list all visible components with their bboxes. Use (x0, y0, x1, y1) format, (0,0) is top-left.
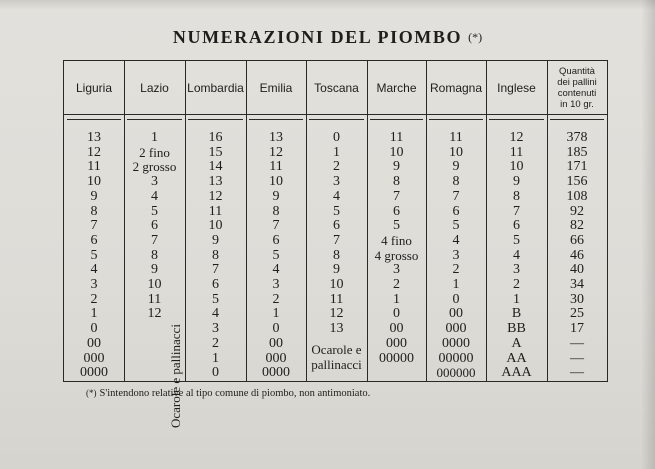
cell-romagna: 0 (452, 291, 460, 307)
cell-emilia: 5 (272, 247, 280, 263)
header-underline (249, 119, 303, 120)
cell-toscana: 4 (333, 188, 340, 204)
header-underline (429, 119, 483, 120)
cell-romagna: 10 (449, 144, 463, 160)
cell-lazio: 7 (151, 232, 158, 248)
footnote-text: S'intendono relative al tipo comune di piombo, non antimoniato. (99, 388, 371, 399)
cell-lombardia: 16 (208, 130, 223, 145)
cell-romagna: 6 (452, 203, 460, 219)
cell-romagna: 00 (449, 306, 463, 322)
header-quantita-line4: in 10 gr. (560, 98, 594, 110)
cell-quantita: 92 (570, 203, 584, 219)
cell-quantita: 17 (570, 321, 584, 337)
header-underline (67, 119, 121, 120)
cell-lombardia: 6 (212, 277, 219, 292)
cell-toscana: 11 (329, 291, 344, 307)
cell-lazio: 4 (151, 188, 158, 204)
cell-inglese: AA (506, 350, 527, 366)
header-underline (309, 119, 364, 120)
cell-liguria: 12 (87, 144, 101, 160)
cell-liguria: 4 (90, 262, 98, 278)
cell-emilia: 9 (272, 188, 280, 204)
header-lazio: Lazio (140, 80, 169, 95)
cell-emilia: 12 (269, 144, 283, 160)
cell-toscana: 9 (333, 262, 340, 278)
cell-lombardia: 11 (208, 203, 223, 219)
cell-marche: 0 (393, 306, 400, 322)
cell-emilia: 2 (272, 291, 280, 307)
cell-lombardia: 2 (212, 335, 219, 351)
cell-romagna: 3 (452, 247, 460, 263)
cell-marche: 3 (393, 262, 400, 278)
cell-lazio: 12 (147, 306, 162, 322)
cell-romagna: 5 (452, 218, 460, 234)
cell-liguria: 7 (90, 218, 98, 234)
header-quantita-line3: contenuti (557, 87, 597, 99)
toscana-note-line2: pallinacci (311, 357, 362, 372)
cell-liguria: 2 (90, 291, 98, 307)
cell-quantita: 40 (570, 262, 584, 278)
cell-inglese: 6 (513, 218, 520, 234)
cell-toscana: 8 (333, 247, 340, 263)
header-underline (127, 119, 182, 120)
cell-toscana: 13 (329, 321, 344, 337)
cell-quantita: 34 (570, 277, 584, 292)
cell-quantita: 378 (566, 130, 588, 145)
cell-quantita: 25 (570, 306, 584, 322)
cell-romagna: 1 (452, 277, 460, 292)
cell-lazio: 11 (147, 291, 162, 307)
cell-romagna: 00000 (438, 350, 474, 366)
cell-lazio: 1 (151, 130, 158, 145)
cell-lazio: 10 (147, 277, 162, 292)
cell-emilia: 11 (269, 159, 283, 175)
cell-romagna: 7 (452, 188, 460, 204)
cell-lazio: 2 grosso (132, 159, 177, 175)
page-shadow-right (641, 0, 655, 469)
cell-emilia: 13 (269, 130, 283, 145)
cell-liguria: 0 (90, 321, 98, 337)
cell-emilia: 7 (272, 218, 280, 234)
header-liguria: Liguria (75, 80, 113, 95)
cell-lombardia: 10 (208, 218, 223, 234)
cell-inglese: 9 (513, 174, 520, 190)
cell-marche: 8 (393, 174, 400, 190)
cell-marche: 00000 (379, 350, 414, 366)
cell-inglese: A (511, 335, 522, 351)
cell-toscana: 10 (329, 277, 344, 292)
cell-liguria: 000 (83, 350, 105, 366)
footnote (86, 388, 370, 399)
cell-lombardia: 7 (212, 262, 219, 278)
cell-lazio: 3 (151, 174, 158, 190)
cell-marche: 5 (393, 218, 400, 234)
cell-marche: 2 (393, 277, 400, 292)
cell-emilia: 8 (272, 203, 280, 219)
cell-liguria: 0000 (80, 365, 108, 381)
cell-liguria: 6 (90, 232, 98, 248)
cell-inglese: 3 (513, 262, 520, 278)
cell-toscana: 6 (333, 218, 340, 234)
cell-lombardia: 12 (208, 188, 223, 204)
cell-emilia: 4 (272, 262, 280, 278)
cell-quantita: 108 (566, 188, 588, 204)
cell-marche: 7 (393, 188, 400, 204)
cell-inglese: 8 (513, 188, 520, 204)
cell-inglese: 1 (513, 291, 520, 307)
cell-quantita: — (570, 350, 584, 366)
cell-liguria: 3 (90, 277, 98, 292)
header-underline (188, 119, 243, 120)
cell-quantita: 46 (570, 247, 584, 263)
cell-emilia: 6 (272, 232, 280, 248)
title-text: NUMERAZIONI DEL PIOMBO (172, 27, 463, 47)
header-romagna: Romagna (429, 80, 483, 95)
cell-romagna: 4 (452, 232, 460, 248)
header-quantita-line2: dei pallini (557, 76, 597, 88)
cell-lombardia: 1 (212, 350, 219, 366)
cell-toscana: 12 (329, 306, 344, 322)
cell-lombardia: 4 (212, 306, 219, 322)
cell-romagna: 000 (445, 321, 467, 337)
cell-lombardia: 5 (212, 291, 219, 307)
header-underline (370, 119, 423, 120)
cell-liguria: 5 (90, 247, 98, 263)
cell-quantita: 66 (570, 232, 584, 248)
cell-lazio: 9 (151, 262, 158, 278)
toscana-note-line1: Ocarole e (311, 342, 362, 357)
cell-quantita: 185 (566, 144, 588, 160)
cell-liguria: 11 (87, 159, 101, 175)
cell-romagna: 9 (452, 159, 460, 175)
cell-liguria: 8 (90, 203, 98, 219)
cell-toscana: 1 (333, 144, 340, 160)
cell-marche: 4 grosso (374, 247, 419, 263)
cell-toscana: 0 (333, 130, 340, 145)
header-divider (64, 114, 607, 115)
cell-emilia: 0 (272, 321, 280, 337)
cell-romagna: 000000 (436, 365, 476, 381)
cell-romagna: 0000 (442, 335, 470, 351)
cell-emilia: 10 (269, 174, 283, 190)
cell-inglese: AAA (501, 365, 532, 381)
cell-inglese: 10 (509, 159, 524, 175)
page-title (0, 27, 655, 48)
cell-inglese: 12 (509, 130, 524, 145)
cell-romagna: 2 (452, 262, 460, 278)
cell-liguria: 00 (87, 335, 101, 351)
cell-marche: 00 (389, 321, 404, 337)
cell-toscana: 7 (333, 232, 340, 248)
cell-emilia: 1 (272, 306, 280, 322)
cell-lombardia: 13 (208, 174, 223, 190)
cell-marche: 1 (393, 291, 400, 307)
cell-lombardia: 0 (212, 365, 219, 381)
cell-marche: 10 (389, 144, 404, 160)
cell-inglese: 4 (513, 247, 520, 263)
cell-lazio: 5 (151, 203, 158, 219)
cell-lombardia: 3 (212, 321, 219, 337)
cell-quantita: 30 (570, 291, 584, 307)
header-marche: Marche (376, 80, 417, 95)
cell-inglese: BB (507, 321, 526, 337)
cell-inglese: 11 (509, 144, 524, 160)
cell-toscana: 5 (333, 203, 340, 219)
page-shadow-top (0, 0, 655, 10)
cell-quantita: 156 (566, 174, 588, 190)
cell-quantita: — (570, 365, 584, 381)
cell-lazio: 8 (151, 247, 158, 263)
cell-lazio: 6 (151, 218, 158, 234)
cell-inglese: 7 (513, 203, 520, 219)
header-toscana: Toscana (314, 80, 359, 95)
cell-inglese: 2 (513, 277, 520, 292)
cell-lazio: 2 fino (139, 144, 170, 160)
cell-quantita: 82 (570, 218, 584, 234)
header-emilia: Emilia (259, 80, 293, 95)
header-underline (550, 119, 604, 120)
cell-marche: 11 (389, 130, 404, 145)
cell-romagna: 8 (452, 174, 460, 190)
header-lombardia: Lombardia (187, 80, 244, 95)
cell-lombardia: 14 (208, 159, 223, 175)
cell-inglese: 5 (513, 232, 520, 248)
cell-marche: 9 (393, 159, 400, 175)
cell-emilia: 000 (265, 350, 287, 366)
cell-lombardia: 9 (212, 232, 219, 248)
cell-toscana: 2 (333, 159, 340, 175)
cell-quantita: — (570, 335, 584, 351)
lazio-vertical-note: Ocarole e pallinacci (168, 324, 183, 428)
cell-emilia: 0000 (262, 365, 290, 381)
cell-lombardia: 8 (212, 247, 219, 263)
cell-marche: 6 (393, 203, 400, 219)
cell-marche: 4 fino (381, 232, 412, 248)
header-quantita-line1: Quantità (559, 65, 595, 77)
cell-liguria: 10 (87, 174, 101, 190)
cell-liguria: 1 (90, 306, 98, 322)
cell-liguria: 13 (87, 130, 101, 145)
cell-marche: 000 (386, 335, 407, 351)
cell-emilia: 3 (272, 277, 280, 292)
header-quantita (547, 61, 607, 114)
footnote-mark: (*) (86, 388, 97, 398)
cell-inglese: B (511, 306, 522, 322)
cell-lombardia: 15 (208, 144, 223, 160)
cell-romagna: 11 (449, 130, 463, 145)
cell-emilia: 00 (269, 335, 283, 351)
title-footnote-mark: (*) (468, 30, 483, 44)
header-underline (489, 119, 544, 120)
cell-quantita: 171 (566, 159, 588, 175)
header-inglese: Inglese (497, 80, 536, 95)
cell-liguria: 9 (90, 188, 98, 204)
cell-toscana: 3 (333, 174, 340, 190)
